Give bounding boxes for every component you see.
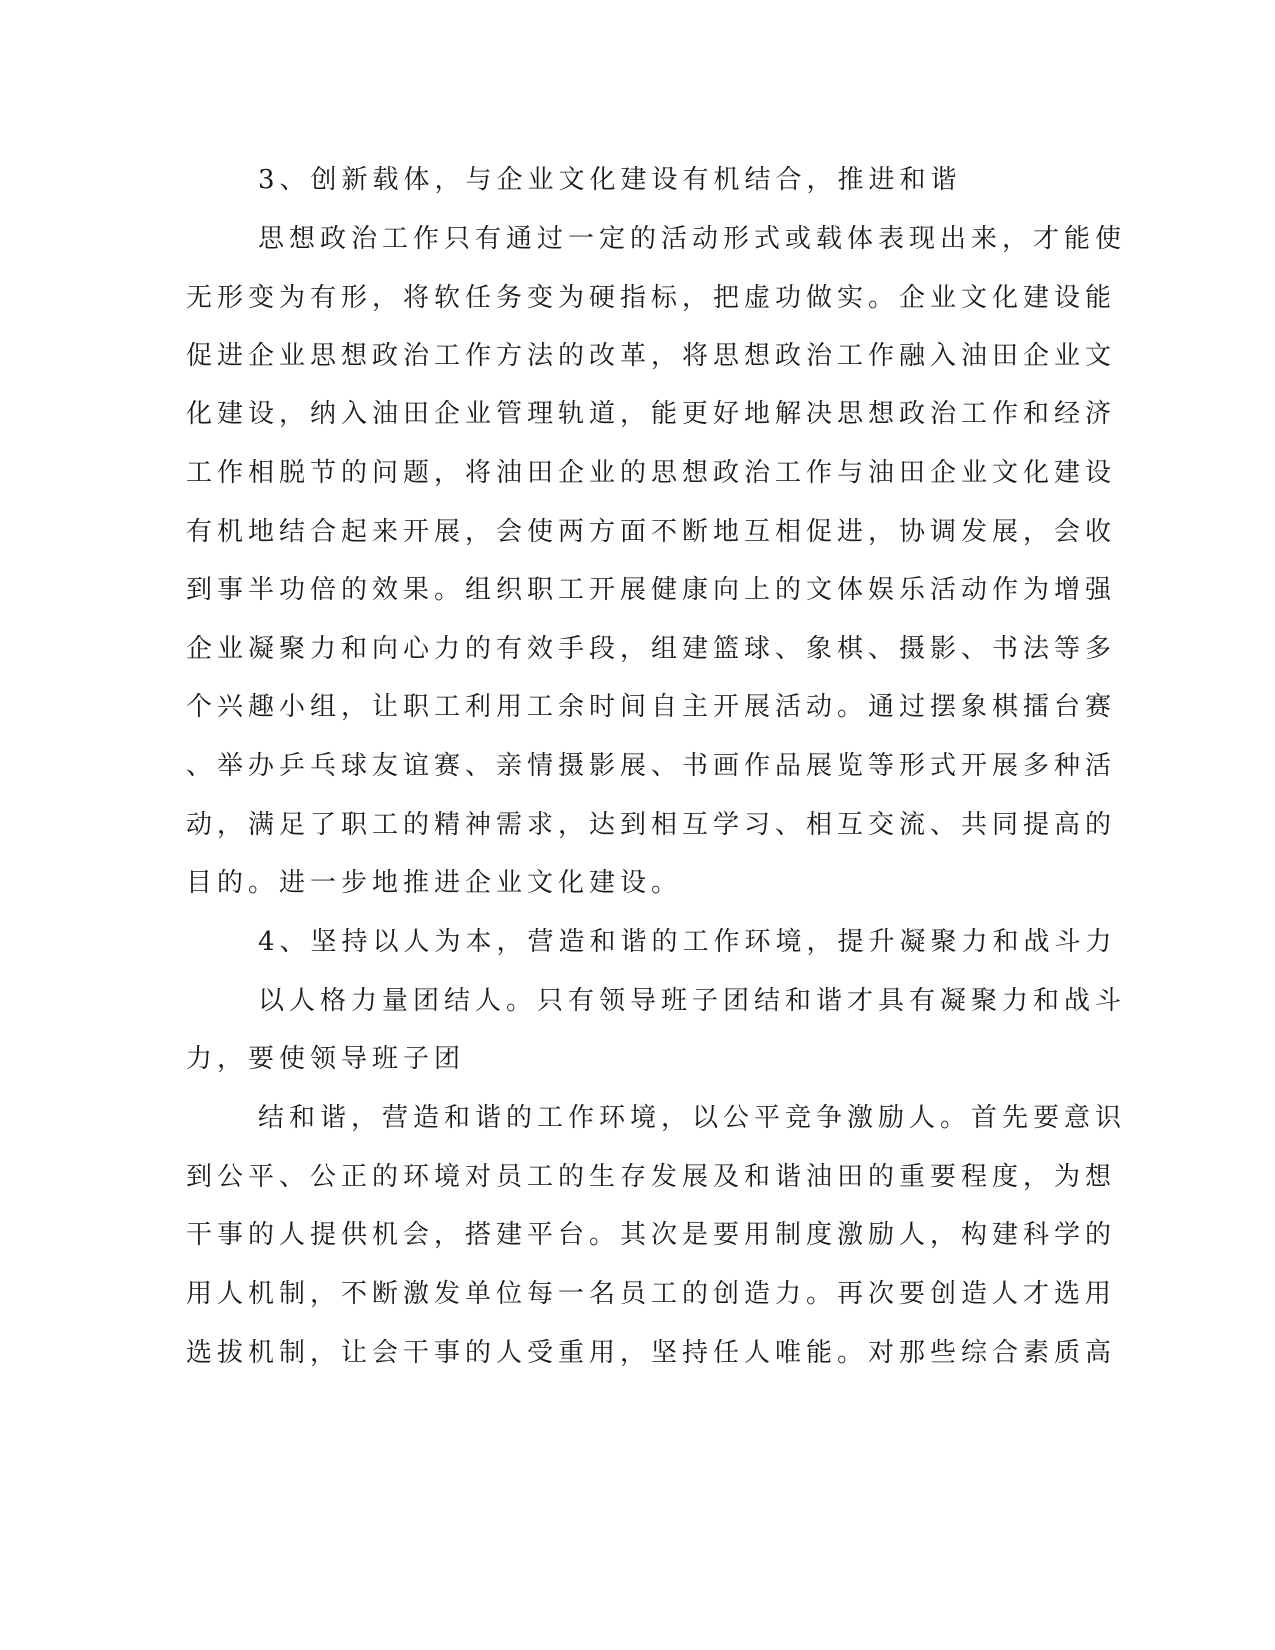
paragraph-line: 个兴趣小组，让职工利用工余时间自主开展活动。通过摆象棋擂台赛 xyxy=(186,692,1117,722)
paragraph-line: 目的。进一步地推进企业文化建设。 xyxy=(186,868,683,898)
paragraph-line: 到公平、公正的环境对员工的生存发展及和谐油田的重要程度，为想 xyxy=(186,1162,1117,1192)
paragraph-line: 用人机制，不断激发单位每一名员工的创造力。再次要创造人才选用 xyxy=(186,1279,1117,1309)
paragraph-line: 干事的人提供机会，搭建平台。其次是要用制度激励人，构建科学的 xyxy=(186,1220,1117,1250)
paragraph-line: 选拔机制，让会干事的人受重用，坚持任人唯能。对那些综合素质高 xyxy=(186,1338,1117,1368)
paragraph-line: 企业凝聚力和向心力的有效手段，组建篮球、象棋、摄影、书法等多 xyxy=(186,634,1117,664)
paragraph-line: 促进企业思想政治工作方法的改革，将思想政治工作融入油田企业文 xyxy=(186,341,1117,371)
section-heading-4: 4、坚持以人为本，营造和谐的工作环境，提升凝聚力和战斗力 xyxy=(258,927,1117,957)
paragraph-line: 、举办乒乓球友谊赛、亲情摄影展、书画作品展览等形式开展多种活 xyxy=(186,751,1117,781)
paragraph-line: 到事半功倍的效果。组织职工开展健康向上的文体娱乐活动作为增强 xyxy=(186,575,1117,605)
paragraph-line: 有机地结合起来开展，会使两方面不断地互相促进，协调发展，会收 xyxy=(186,517,1117,547)
section-heading-3: 3、创新载体，与企业文化建设有机结合，推进和谐 xyxy=(258,165,962,195)
paragraph-line: 力，要使领导班子团 xyxy=(186,1044,466,1074)
paragraph-line: 无形变为有形，将软任务变为硬指标，把虚功做实。企业文化建设能 xyxy=(186,283,1117,313)
paragraph-line: 动，满足了职工的精神需求，达到相互学习、相互交流、共同提高的 xyxy=(186,810,1117,840)
paragraph-line: 以人格力量团结人。只有领导班子团结和谐才具有凝聚力和战斗 xyxy=(258,986,1127,1016)
paragraph-line: 结和谐，营造和谐的工作环境，以公平竞争激励人。首先要意识 xyxy=(258,1103,1127,1133)
paragraph-line: 工作相脱节的问题，将油田企业的思想政治工作与油田企业文化建设 xyxy=(186,458,1117,488)
paragraph-line: 思想政治工作只有通过一定的活动形式或载体表现出来，才能使 xyxy=(258,224,1127,254)
paragraph-line: 化建设，纳入油田企业管理轨道，能更好地解决思想政治工作和经济 xyxy=(186,399,1117,429)
